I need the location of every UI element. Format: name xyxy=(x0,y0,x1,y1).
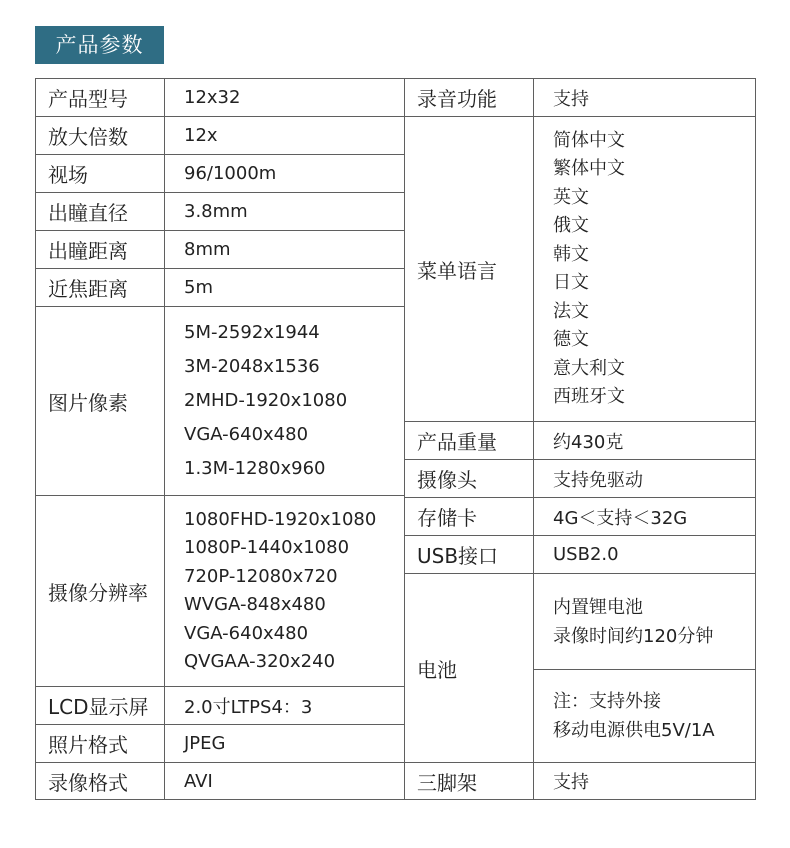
value-memory-card: 4G＜支持＜32G xyxy=(533,497,756,536)
photo-res-item: 5M-2592x1944 xyxy=(184,322,320,343)
label-battery: 电池 xyxy=(404,573,534,763)
label-photo-resolution: 图片像素 xyxy=(35,306,165,496)
label-video-format: 录像格式 xyxy=(35,762,165,800)
label-weight: 产品重量 xyxy=(404,421,534,460)
value-model: 12x32 xyxy=(164,78,405,117)
value-video-format: AVI xyxy=(164,762,405,800)
language-item: 日文 xyxy=(553,272,589,293)
label-model: 产品型号 xyxy=(35,78,165,117)
value-photo-format: JPEG xyxy=(164,724,405,763)
value-battery-internal xyxy=(533,573,756,670)
value-photo-resolution xyxy=(164,306,405,496)
value-exit-pupil-diameter: 3.8mm xyxy=(164,192,405,231)
value-tripod: 支持 xyxy=(533,762,756,800)
language-item: 繁体中文 xyxy=(553,158,625,179)
photo-res-item: 2MHD-1920x1080 xyxy=(184,390,348,411)
photo-res-item: VGA-640x480 xyxy=(184,424,309,445)
language-item: 法文 xyxy=(553,300,589,322)
label-magnification: 放大倍数 xyxy=(35,116,165,155)
language-item: 韩文 xyxy=(553,243,589,265)
label-tripod: 三脚架 xyxy=(404,762,534,800)
language-item: 简体中文 xyxy=(553,129,625,151)
value-lcd: 2.0寸LTPS4：3 xyxy=(164,686,405,725)
battery-item: 内置锂电池 xyxy=(553,596,643,618)
video-res-item: VGA-640x480 xyxy=(184,622,309,644)
value-audio-recording: 支持 xyxy=(533,78,756,117)
language-item: 英文 xyxy=(553,186,589,208)
label-lcd: LCD显示屏 xyxy=(35,686,165,725)
label-menu-language: 菜单语言 xyxy=(404,116,534,422)
value-camera: 支持免驱动 xyxy=(533,459,756,498)
video-res-item: 1080FHD-1920x1080 xyxy=(184,508,377,530)
value-video-resolution xyxy=(164,495,405,687)
section-title: 产品参数 xyxy=(35,26,164,64)
value-weight: 约430克 xyxy=(533,421,756,460)
label-memory-card: 存储卡 xyxy=(404,497,534,536)
label-close-focus: 近焦距离 xyxy=(35,268,165,307)
photo-res-item: 1.3M-1280x960 xyxy=(184,458,326,479)
video-res-item: 1080P-1440x1080 xyxy=(184,537,350,558)
label-audio-recording: 录音功能 xyxy=(404,78,534,117)
battery-item: 移动电源供电5V/1A xyxy=(553,720,715,741)
label-camera: 摄像头 xyxy=(404,459,534,498)
language-item: 德文 xyxy=(553,329,589,350)
value-eye-relief: 8mm xyxy=(164,230,405,269)
language-item: 俄文 xyxy=(553,215,589,236)
photo-res-item: 3M-2048x1536 xyxy=(184,356,320,377)
value-magnification: 12x xyxy=(164,116,405,155)
battery-item: 录像时间约120分钟 xyxy=(553,625,714,647)
language-item: 西班牙文 xyxy=(553,386,625,407)
value-field-of-view: 96/1000m xyxy=(164,154,405,193)
language-item: 意大利文 xyxy=(553,357,625,379)
video-res-item: 720P-12080x720 xyxy=(184,565,338,587)
value-menu-language xyxy=(533,116,756,422)
label-usb: USB接口 xyxy=(404,535,534,574)
battery-item: 注：支持外接 xyxy=(553,691,661,712)
video-res-item: WVGA-848x480 xyxy=(184,594,326,615)
value-battery-external xyxy=(533,669,756,763)
label-eye-relief: 出瞳距离 xyxy=(35,230,165,269)
label-video-resolution: 摄像分辨率 xyxy=(35,495,165,687)
label-field-of-view: 视场 xyxy=(35,154,165,193)
video-res-item: QVGAA-320x240 xyxy=(184,651,336,672)
value-close-focus: 5m xyxy=(164,268,405,307)
label-photo-format: 照片格式 xyxy=(35,724,165,763)
value-usb: USB2.0 xyxy=(533,535,756,574)
label-exit-pupil-diameter: 出瞳直径 xyxy=(35,192,165,231)
